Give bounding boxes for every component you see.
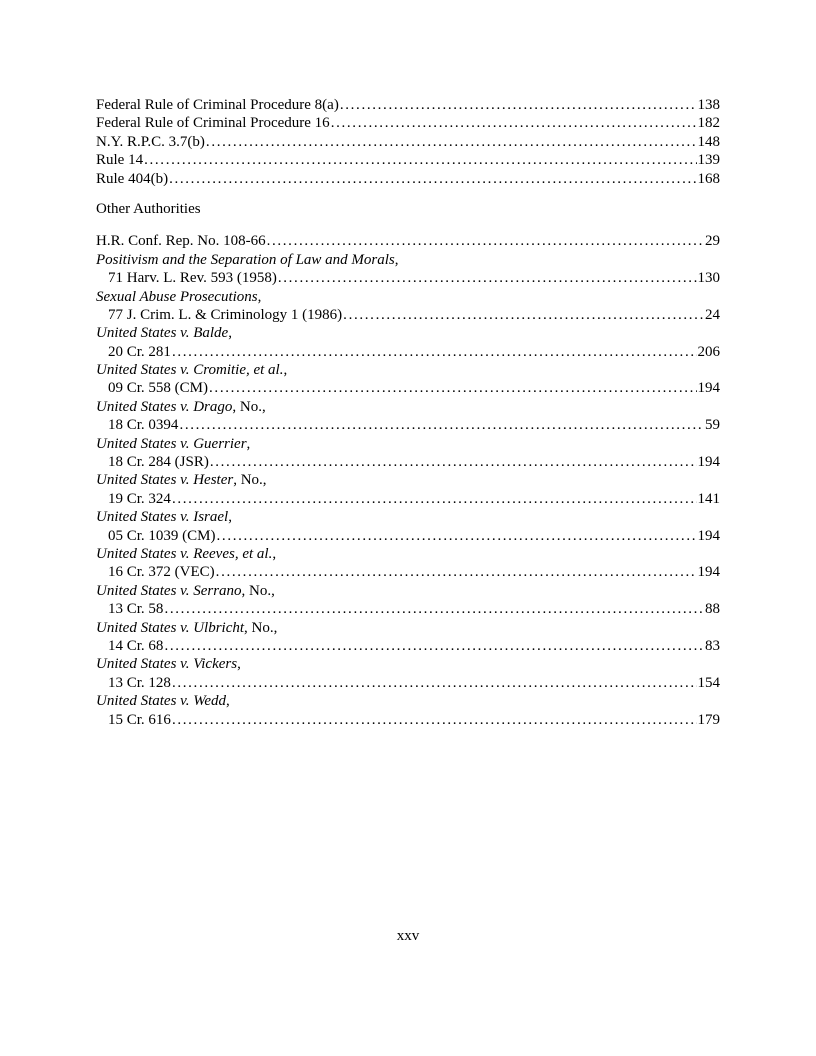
section-heading-other-authorities: Other Authorities — [96, 200, 201, 217]
case-cite-line — [96, 600, 720, 618]
toa-entry-case — [96, 545, 720, 582]
dot-leader — [164, 637, 704, 655]
case-suffix: , No., — [232, 398, 266, 415]
dot-leader — [217, 527, 697, 545]
case-name-line — [96, 545, 720, 563]
dot-leader — [172, 343, 697, 361]
entry-page: 194 — [697, 380, 720, 397]
case-suffix: , — [246, 435, 251, 452]
entry-page: 194 — [697, 527, 720, 544]
dot-leader — [331, 114, 697, 132]
toa-entry-case — [96, 619, 720, 656]
entry-page: 29 — [705, 233, 720, 250]
entry-text: 05 Cr. 1039 (CM) — [108, 527, 216, 544]
toa-entry-article — [96, 288, 720, 325]
entry-page: 206 — [697, 343, 720, 360]
case-suffix: , — [228, 325, 232, 342]
case-name-line — [96, 582, 720, 600]
case-suffix: , — [225, 693, 230, 710]
case-suffix: , — [272, 545, 277, 562]
entry-page: 194 — [697, 454, 720, 471]
entry-page: 148 — [697, 133, 720, 150]
case-name-line — [96, 619, 720, 637]
dot-leader — [164, 600, 704, 618]
title-separator: , — [394, 251, 399, 268]
article-title-line — [96, 288, 720, 306]
toa-entry-article — [96, 251, 720, 288]
entry-text: N.Y. R.P.C. 3.7(b) — [96, 133, 205, 150]
dot-leader — [172, 711, 697, 729]
dot-leader — [172, 490, 697, 508]
case-suffix: , No., — [241, 582, 275, 599]
entry-text: 19 Cr. 324 — [108, 490, 171, 507]
toa-entry-case — [96, 471, 720, 508]
case-name: United States v. Vickers — [96, 656, 238, 673]
case-suffix: , No., — [233, 472, 267, 489]
entry-text: 09 Cr. 558 (CM) — [108, 380, 209, 397]
case-cite-line — [96, 674, 720, 692]
toa-entry-case — [96, 435, 720, 472]
toa-entry-rule — [96, 151, 720, 169]
dot-leader — [172, 674, 697, 692]
case-name-line — [96, 508, 720, 526]
entry-text: 71 Harv. L. Rev. 593 (1958) — [108, 270, 277, 287]
case-name-line — [96, 655, 720, 673]
article-title-line — [96, 251, 720, 269]
case-name-line — [96, 692, 720, 710]
case-name-line — [96, 324, 720, 342]
case-cite-line — [96, 563, 720, 581]
section-spacer — [96, 218, 720, 232]
article-title: Sexual Abuse Prosecutions — [96, 288, 258, 305]
toa-entry-other — [96, 232, 720, 250]
dot-leader — [169, 170, 696, 188]
article-cite-line — [96, 306, 720, 324]
toa-entry-case — [96, 582, 720, 619]
toa-entry-case — [96, 508, 720, 545]
entry-text: 14 Cr. 68 — [108, 637, 164, 654]
dot-leader — [144, 151, 696, 169]
case-suffix: , No., — [244, 619, 278, 636]
case-cite-line — [96, 490, 720, 508]
entry-page: 168 — [697, 170, 720, 187]
case-cite-line — [96, 379, 720, 397]
case-cite-line — [96, 711, 720, 729]
entry-text: 13 Cr. 128 — [108, 674, 171, 691]
case-name: United States v. Wedd — [96, 693, 226, 710]
entry-text: Federal Rule of Criminal Procedure 16 — [96, 115, 330, 132]
case-cite-line — [96, 416, 720, 434]
case-name: United States v. Hester — [96, 472, 234, 489]
dot-leader — [216, 563, 697, 581]
entry-page: 139 — [697, 152, 720, 169]
entry-page: 194 — [697, 564, 720, 581]
entry-text: Federal Rule of Criminal Procedure 8(a) — [96, 97, 339, 113]
toa-entry-case — [96, 692, 720, 729]
toa-entry-case — [96, 361, 720, 398]
entry-page: 59 — [705, 417, 720, 434]
entry-page: 141 — [697, 490, 720, 507]
entry-text: H.R. Conf. Rep. No. 108-66 — [96, 233, 266, 250]
case-cite-line — [96, 527, 720, 545]
entry-text: 18 Cr. 0394 — [108, 417, 179, 434]
case-name: United States v. Cromitie, et al. — [96, 362, 284, 379]
case-name: United States v. Balde — [96, 325, 229, 342]
dot-leader — [206, 133, 697, 151]
toa-entry-rule — [96, 133, 720, 151]
case-suffix: , — [228, 509, 232, 526]
dot-leader — [278, 269, 697, 287]
entry-text: 77 J. Crim. L. & Criminology 1 (1986) — [108, 306, 343, 323]
table-of-authorities — [96, 96, 720, 729]
case-name-line — [96, 471, 720, 489]
entry-page: 182 — [697, 115, 720, 132]
dot-leader — [267, 232, 704, 250]
case-name-line — [96, 361, 720, 379]
toa-entry-case — [96, 324, 720, 361]
title-separator: , — [257, 288, 262, 305]
entry-page: 179 — [697, 711, 720, 728]
entry-text: Rule 14 — [96, 152, 144, 169]
case-suffix: , — [237, 656, 241, 673]
entry-text: Rule 404(b) — [96, 170, 169, 187]
case-name: United States v. Israel — [96, 509, 229, 526]
case-name: United States v. Serrano — [96, 582, 242, 599]
case-name-line — [96, 435, 720, 453]
entry-page: 83 — [705, 637, 720, 654]
article-cite-line — [96, 269, 720, 287]
entry-text: 15 Cr. 616 — [108, 711, 171, 728]
case-name: United States v. Drago — [96, 398, 233, 415]
dot-leader — [340, 96, 697, 114]
toa-entry-case — [96, 398, 720, 435]
case-name: United States v. Reeves, et al. — [96, 545, 273, 562]
dot-leader — [343, 306, 704, 324]
entry-page: 130 — [697, 270, 720, 287]
entry-text: 20 Cr. 281 — [108, 343, 171, 360]
toa-entry-rule — [96, 96, 720, 114]
toa-entry-rule — [96, 114, 720, 132]
case-suffix: , — [283, 362, 288, 379]
case-cite-line — [96, 343, 720, 361]
entry-text: 16 Cr. 372 (VEC) — [108, 564, 215, 581]
toa-entry-case — [96, 655, 720, 692]
entry-page: 154 — [697, 674, 720, 691]
case-cite-line — [96, 637, 720, 655]
entry-page: 88 — [705, 601, 720, 618]
dot-leader — [179, 416, 704, 434]
case-cite-line — [96, 453, 720, 471]
toa-entry-rule — [96, 170, 720, 188]
case-name: United States v. Guerrier — [96, 435, 247, 452]
case-name-line — [96, 398, 720, 416]
entry-page: 24 — [705, 306, 720, 323]
entry-text: 13 Cr. 58 — [108, 601, 164, 618]
dot-leader — [210, 453, 697, 471]
page-number: xxv — [396, 928, 420, 944]
entry-text: 18 Cr. 284 (JSR) — [108, 454, 209, 471]
dot-leader — [209, 379, 696, 397]
article-title: Positivism and the Separation of Law and Morals — [96, 251, 395, 268]
entry-page: 138 — [697, 97, 720, 113]
case-name: United States v. Ulbricht — [96, 619, 245, 636]
